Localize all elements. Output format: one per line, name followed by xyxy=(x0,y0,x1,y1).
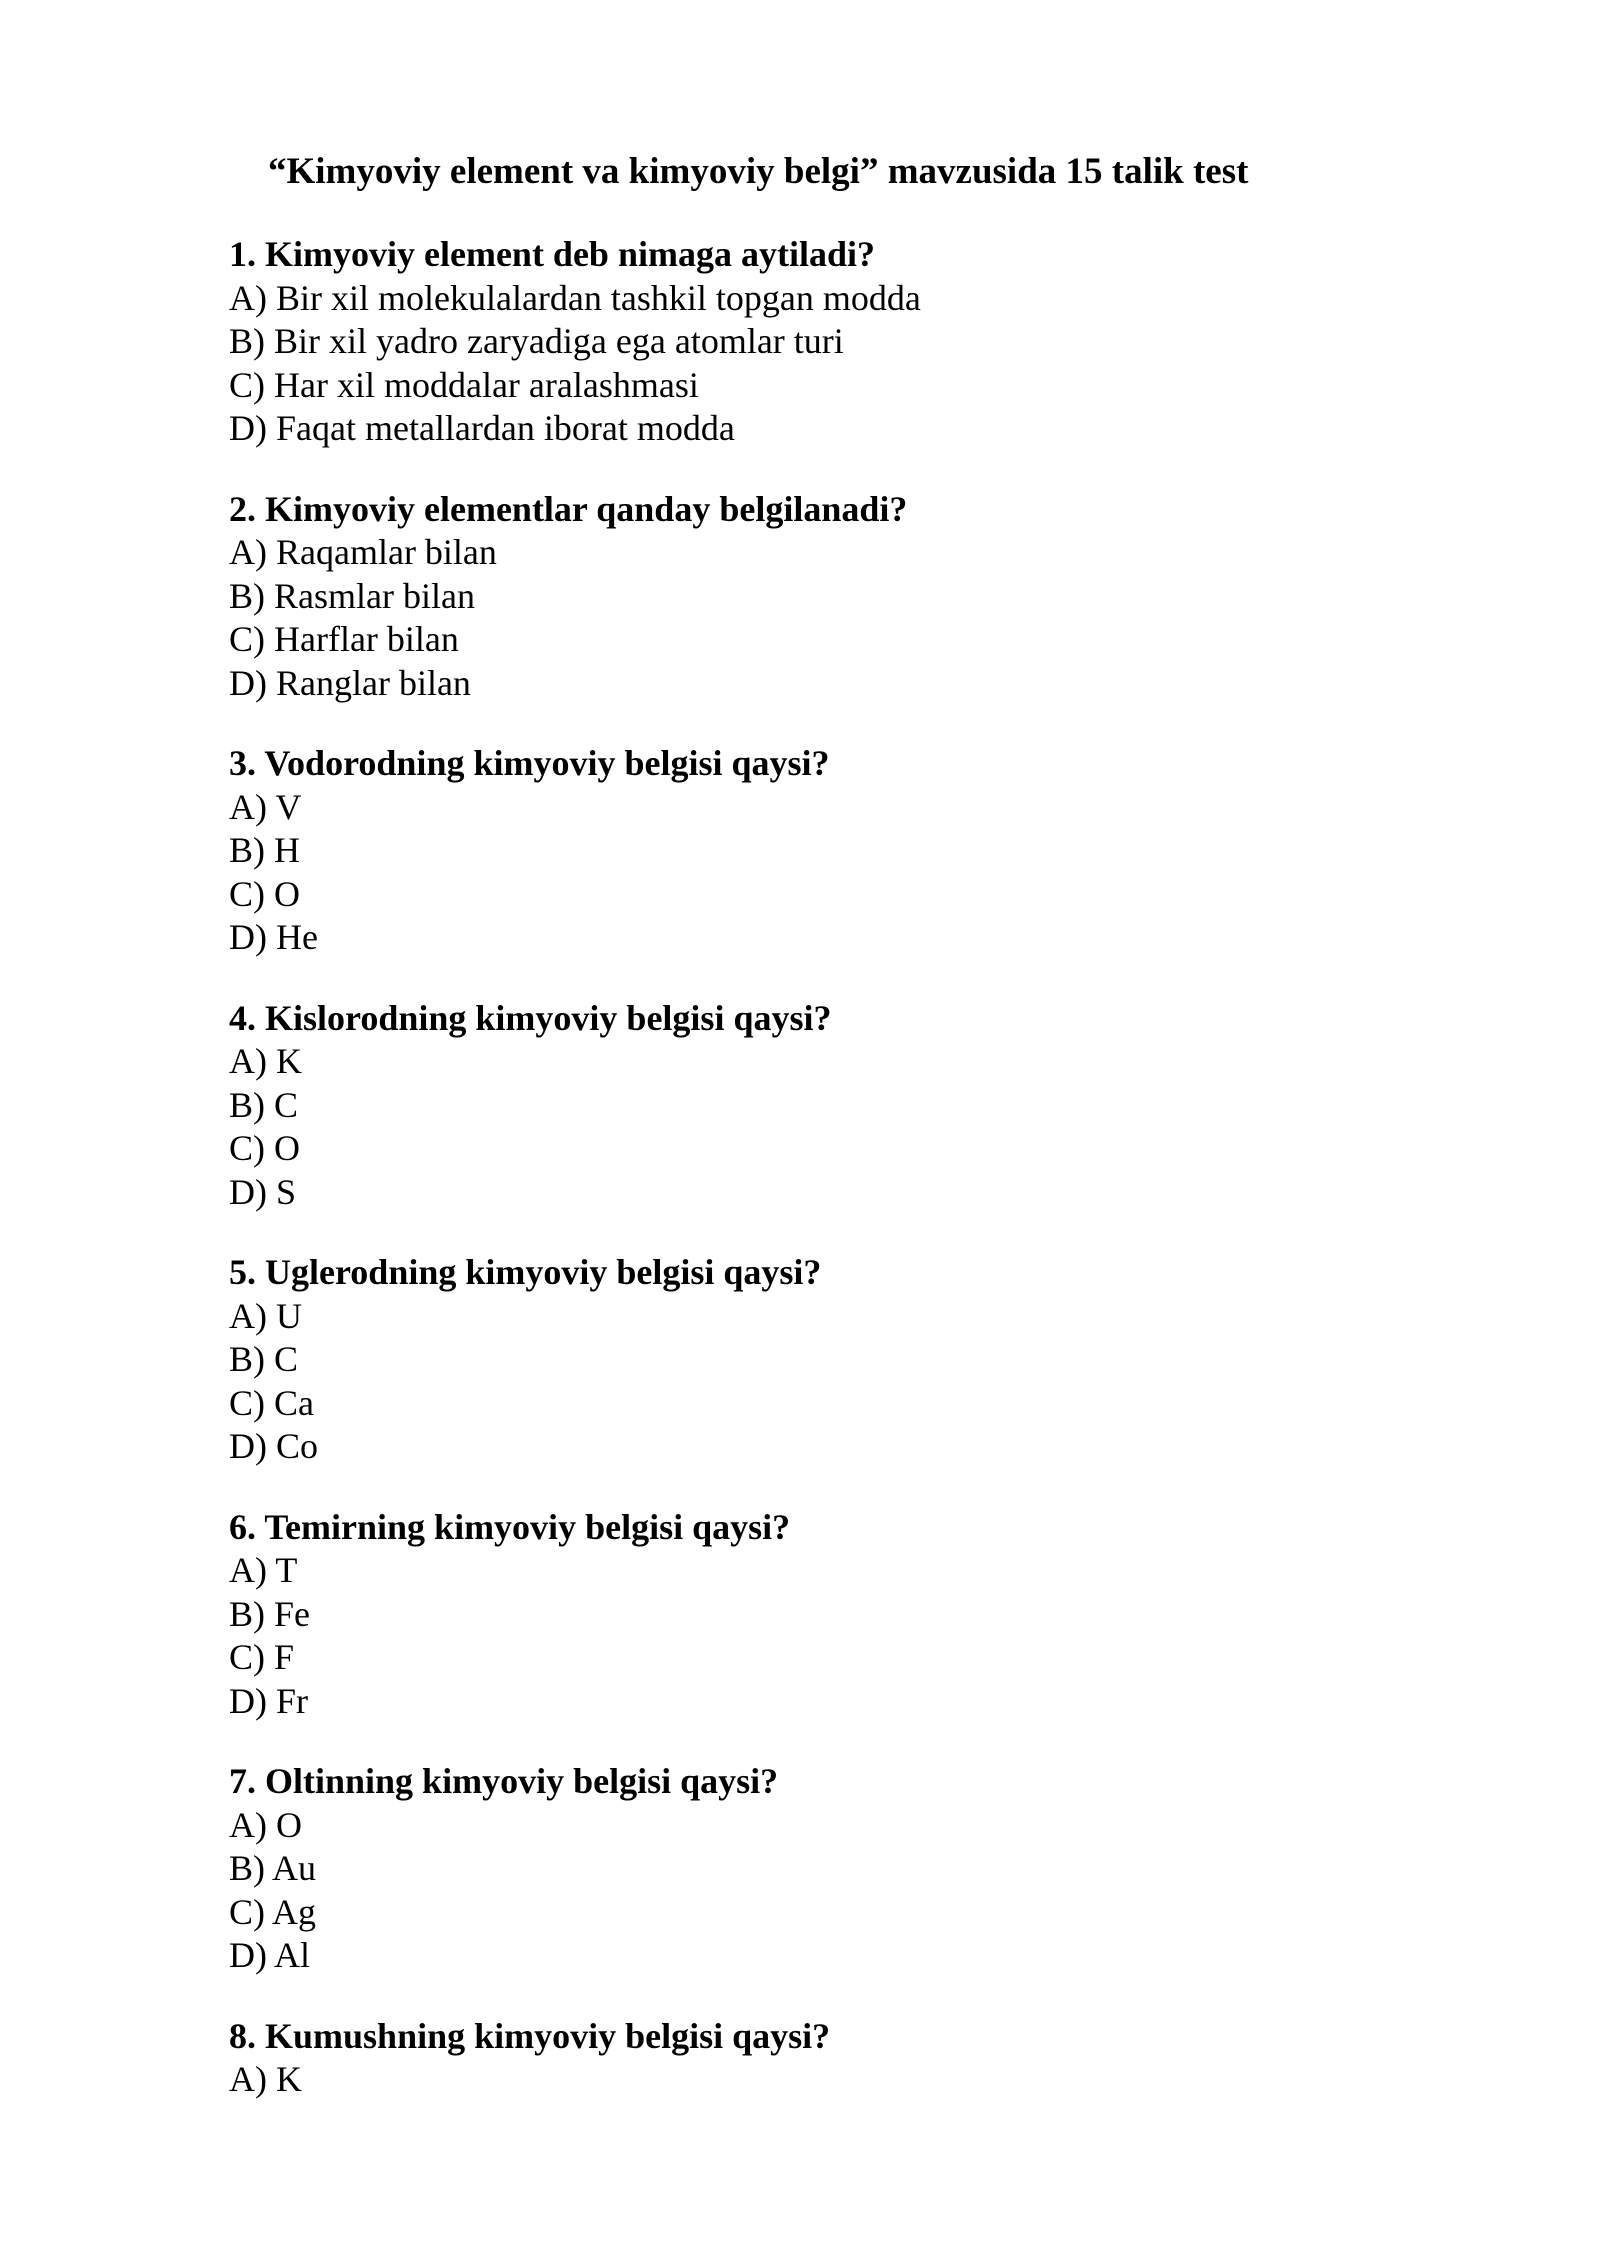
question-1 xyxy=(229,233,1429,451)
option-b: B) Au xyxy=(229,1848,317,1888)
answer-options xyxy=(229,277,1429,451)
question-8 xyxy=(229,2015,1429,2102)
option-d: D) Co xyxy=(229,1426,318,1466)
answer-options xyxy=(229,531,1429,705)
answer-options xyxy=(229,1804,1429,1978)
option-d: D) He xyxy=(229,917,318,957)
question-3 xyxy=(229,742,1429,960)
question-text: 3. Vodorodning kimyoviy belgisi qaysi? xyxy=(229,743,830,783)
option-a: A) U xyxy=(229,1295,302,1336)
option-b: B) Fe xyxy=(229,1593,310,1634)
option-d: D) Faqat metallardan iborat modda xyxy=(229,408,735,448)
option-a: A) V xyxy=(229,786,302,827)
question-text: 5. Uglerodning kimyoviy belgisi qaysi? xyxy=(229,1252,822,1292)
option-a: A) T xyxy=(229,1550,298,1590)
option-d: D) Fr xyxy=(229,1680,308,1721)
question-6 xyxy=(229,1506,1429,1724)
option-c: C) Ca xyxy=(229,1382,314,1423)
answer-options xyxy=(229,1295,1429,1469)
option-b: B) H xyxy=(229,830,300,870)
question-2 xyxy=(229,488,1429,706)
question-4 xyxy=(229,997,1429,1215)
question-text: 7. Oltinning kimyoviy belgisi qaysi? xyxy=(229,1761,779,1801)
option-c: C) Harflar bilan xyxy=(229,619,459,659)
answer-options xyxy=(229,786,1429,960)
option-d: D) S xyxy=(229,1171,297,1212)
answer-options xyxy=(229,1549,1429,1723)
question-text: 4. Kislorodning kimyoviy belgisi qaysi? xyxy=(229,997,832,1038)
option-b: B) C xyxy=(229,1084,299,1125)
option-b: B) C xyxy=(229,1339,299,1379)
option-b: B) Bir xil yadro zaryadiga ega atomlar turi xyxy=(229,321,844,361)
option-c: C) O xyxy=(229,1128,300,1168)
option-a: A) Bir xil molekulalardan tashkil topgan modda xyxy=(229,277,921,318)
question-5 xyxy=(229,1251,1429,1469)
document-title: “Kimyoviy element va kimyoviy belgi” mavzusida 15 talik test xyxy=(268,151,1249,192)
question-text: 6. Temirning kimyoviy belgisi qaysi? xyxy=(229,1506,791,1547)
option-a: A) Raqamlar bilan xyxy=(229,532,497,572)
option-d: D) Ranglar bilan xyxy=(229,662,471,703)
option-d: D) Al xyxy=(229,1935,310,1975)
question-text: 8. Kumushning kimyoviy belgisi qaysi? xyxy=(229,2015,831,2056)
question-7 xyxy=(229,1760,1429,1978)
option-a: A) O xyxy=(229,1804,302,1845)
answer-options xyxy=(229,1040,1429,1214)
option-c: C) F xyxy=(229,1637,295,1677)
question-list xyxy=(229,233,1429,2139)
option-b: B) Rasmlar bilan xyxy=(229,575,475,616)
option-c: C) Ag xyxy=(229,1891,317,1932)
answer-options xyxy=(229,2058,1429,2102)
option-a: A) K xyxy=(229,2059,302,2099)
option-c: C) Har xil moddalar aralashmasi xyxy=(229,364,699,405)
option-c: C) O xyxy=(229,873,300,914)
option-a: A) K xyxy=(229,1041,302,1081)
question-text: 1. Kimyoviy element deb nimaga aytiladi? xyxy=(229,234,875,274)
question-text: 2. Kimyoviy elementlar qanday belgilanadi? xyxy=(229,488,908,529)
